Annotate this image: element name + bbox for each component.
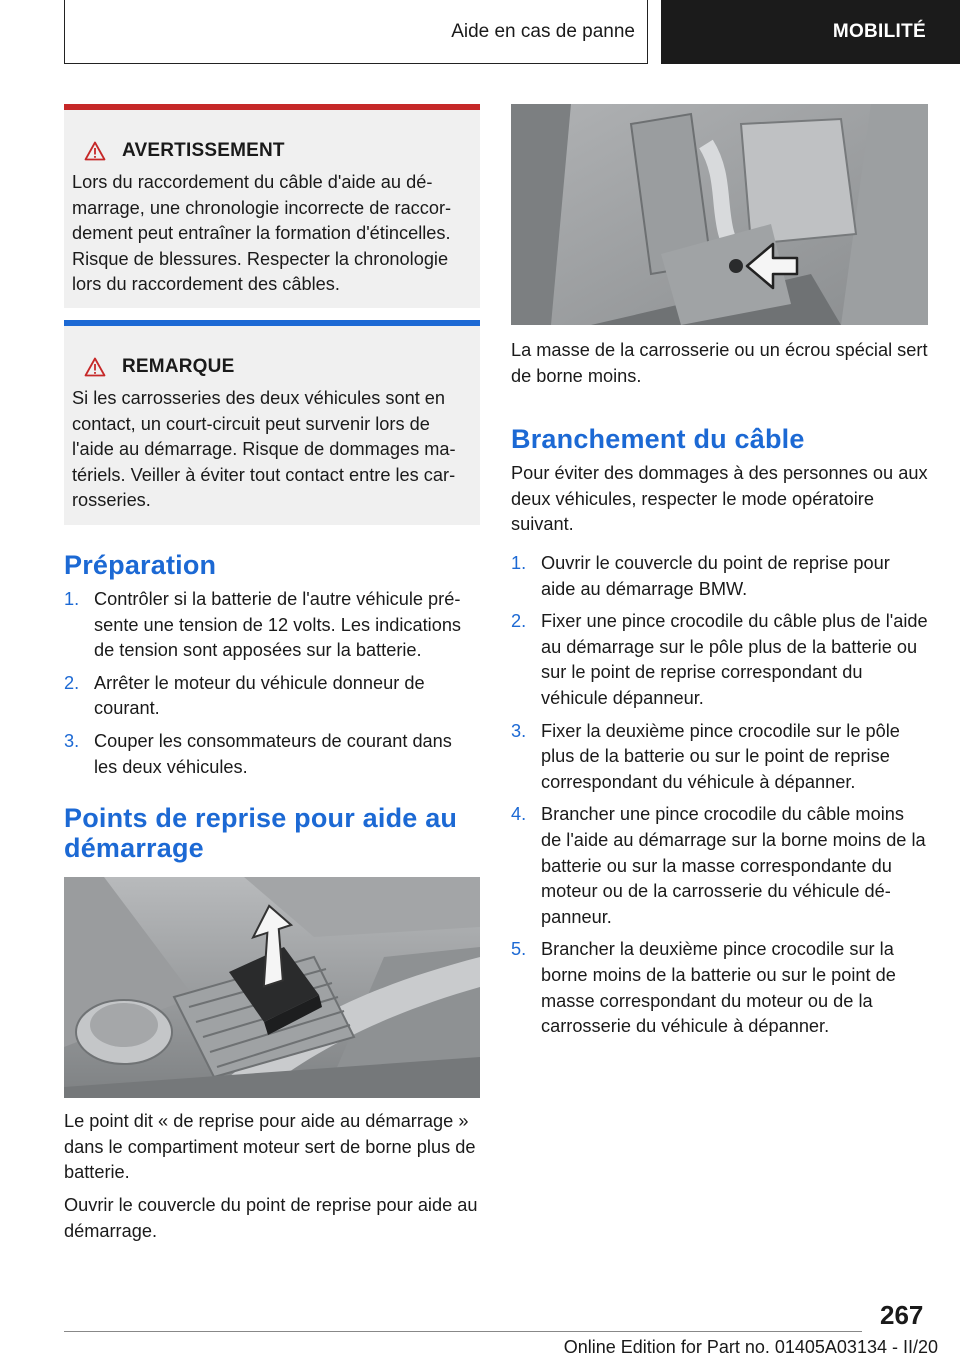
- notice-title: REMARQUE: [122, 356, 235, 377]
- step-number: 2.: [511, 611, 527, 632]
- step-number: 1.: [511, 553, 527, 573]
- list-item: [511, 937, 928, 1039]
- step-text: Brancher une pince crocodile du câble moins de l'aide au démarrage sur la borne moins de la batterie ou sur la masse correspondante du moteur ou de la carrosserie du véhicule dépanneur.: [541, 804, 926, 927]
- footer-edition: Online Edition for Part no. 01405A03134 - II/20: [563, 1337, 938, 1357]
- notice-text: Si les carrosseries des deux véhicules sont en contact, un court-circuit peut survenir lors de l'aide au démarrage. Risque de dommages matériels. Veiller à éviter tout contact entre les carrosseries.: [72, 388, 456, 511]
- notice-title-row: [84, 356, 472, 378]
- step-number: 3.: [511, 720, 527, 741]
- engine-bay-photo-minus: [511, 104, 928, 325]
- step-text: Couper les consommateurs de courant dans les deux véhicules.: [94, 730, 452, 777]
- right-image-caption: La masse de la carrosserie ou un écrou spécial sert de borne moins.: [511, 340, 928, 386]
- branchement-list: [511, 551, 928, 1040]
- step-text: Fixer la deuxième pince crocodile sur le pôle plus de la batterie ou sur le point de reprise correspondant du véhicule à dépanner.: [541, 720, 900, 792]
- preparation-list: [64, 587, 480, 780]
- step-text: Fixer une pince crocodile du câble plus de l'aide au démarrage sur le pôle plus de la batterie ou sur le point de reprise correspondant du véhicule dépanneur.: [541, 611, 928, 708]
- step-number: 2.: [64, 672, 80, 693]
- header-section-title: Aide en cas de panne: [451, 20, 635, 42]
- list-item: [64, 729, 480, 780]
- warning-text: Lors du raccordement du câble d'aide au démarrage, une chronologie incorrecte de raccordement peut entraîner la formation d'étincelles. Risque de blessures. Respecter la chronologie lors du raccordement des câbles.: [72, 172, 452, 295]
- warning-title: AVERTISSEMENT: [122, 140, 285, 161]
- step-text: Contrôler si la batterie de l'autre véhicule présente une tension de 12 volts. Les indications de tension sont apposées sur la batterie.: [94, 589, 462, 661]
- warning-box: [64, 104, 480, 308]
- warning-triangle-icon: [84, 141, 106, 161]
- warning-triangle-icon: [84, 357, 106, 377]
- step-number: 5.: [511, 939, 527, 960]
- header-chapter-title: MOBILITÉ: [832, 21, 926, 42]
- notice-box: [64, 320, 480, 525]
- branchement-intro: Pour éviter des dommages à des personnes ou aux deux véhicules, respecter le mode opératoire suivant.: [511, 463, 928, 535]
- list-item: [64, 671, 480, 722]
- step-text: Brancher la deuxième pince crocodile sur la borne moins de la batterie ou sur le point de masse correspondant du moteur ou de la carrosserie du véhicule à dépanner.: [541, 939, 896, 1037]
- preparation-heading: Préparation: [64, 550, 217, 580]
- list-item: [511, 802, 928, 930]
- list-item: [511, 609, 928, 711]
- points-heading: Points de reprise pour aide au démarrage: [64, 803, 458, 863]
- step-number: 4.: [511, 804, 527, 825]
- engine-bay-plus-illustration: [64, 877, 480, 1098]
- list-item: [511, 719, 928, 796]
- footer-divider: [64, 1331, 862, 1332]
- list-item: [511, 551, 928, 602]
- branchement-heading: Branchement du câble: [511, 424, 805, 454]
- page-number: 267: [880, 1300, 924, 1330]
- warning-title-row: [84, 140, 472, 162]
- points-caption-1: Le point dit « de reprise pour aide au démarrage » dans le compartiment moteur sert de borne plus de batterie.: [64, 1111, 476, 1183]
- step-text: Arrêter le moteur du véhicule donneur de courant.: [94, 672, 425, 719]
- engine-bay-minus-illustration: [511, 104, 928, 325]
- header-section-box: [64, 0, 648, 64]
- points-caption-2: Ouvrir le couvercle du point de reprise pour aide au démarrage.: [64, 1195, 478, 1241]
- header-chapter-box: [661, 0, 960, 64]
- list-item: [64, 587, 480, 664]
- step-number: 1.: [64, 589, 80, 609]
- step-number: 3.: [64, 730, 80, 751]
- engine-bay-photo-plus: [64, 877, 480, 1098]
- step-text: Ouvrir le couvercle du point de reprise pour aide au démarrage BMW.: [541, 553, 890, 599]
